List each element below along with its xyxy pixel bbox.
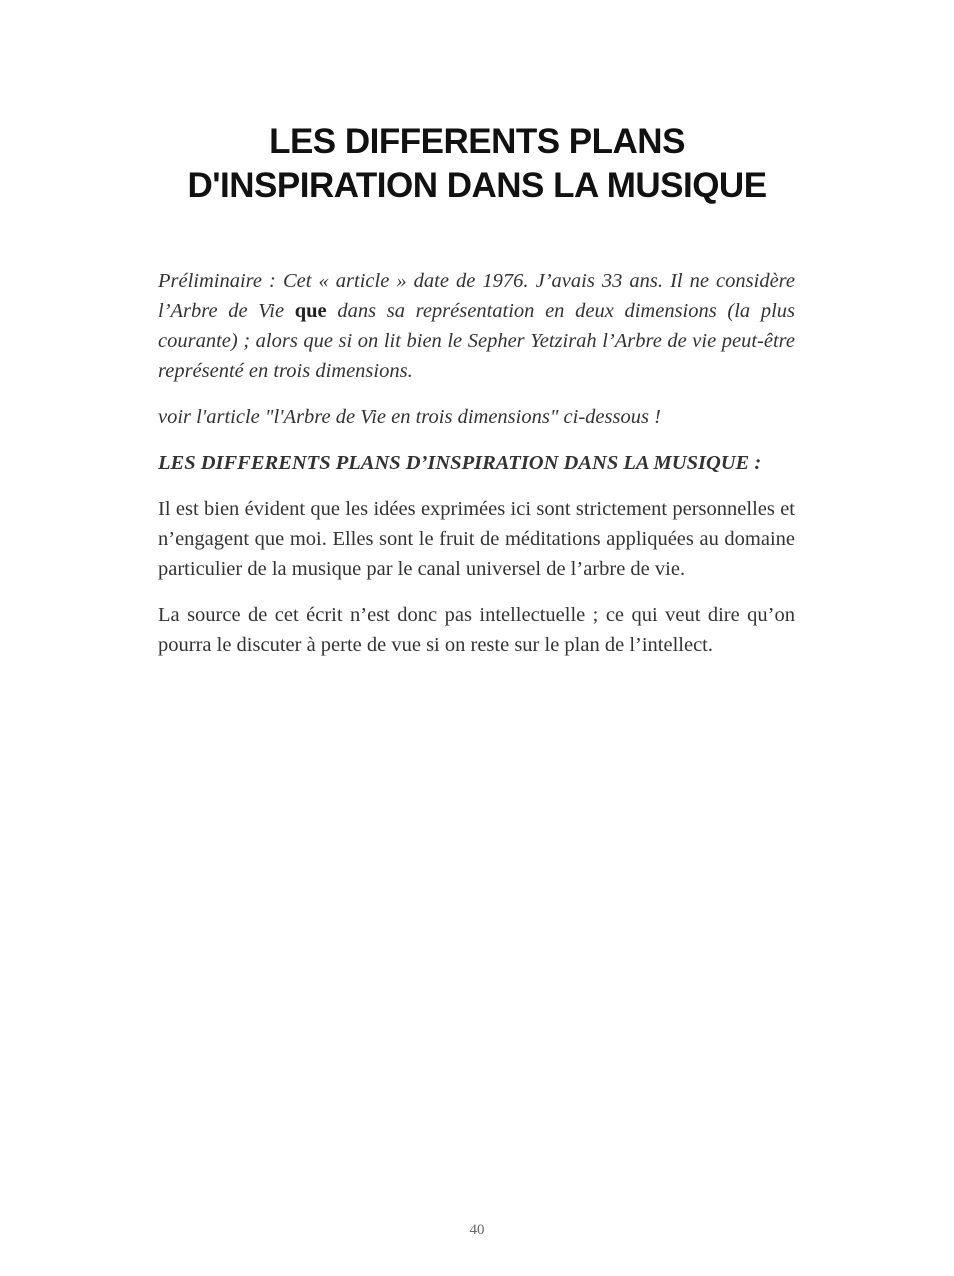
preface-text-start: Préliminaire : Cet « article » date de 1976. J’avais 33 ans. Il ne considère l’Arbre de Vie [158,270,795,322]
section-heading: LES DIFFERENTS PLANS D’INSPIRATION DANS LA MUSIQUE : [158,452,762,474]
title-line-2: D'INSPIRATION DANS LA MUSIQUE [187,166,767,205]
body-paragraph-1: Il est bien évident que les idées exprimées ici sont strictement personnelles et n’engagent que moi. Elles sont le fruit de méditations appliquées au domaine particulier de la musique par le canal universel de l’arbre de vie. [158,498,795,580]
preface-emphasis: que [294,300,327,322]
preface-text-end: dans sa représentation en deux dimensions (la plus courante) ; alors que si on lit bien le Sepher Yetzirah l’Arbre de vie peut-être représenté en trois dimensions. [158,300,796,382]
document-body [158,266,795,676]
page-number: 40 [469,1222,485,1238]
preface-paragraph [158,266,795,386]
title-line-1: LES DIFFERENTS PLANS [269,122,685,161]
see-also-note: voir l'article "l'Arbre de Vie en trois dimensions" ci-dessous ! [158,406,661,428]
body-paragraph-2: La source de cet écrit n’est donc pas intellectuelle ; ce qui veut dire qu’on pourra le discuter à perte de vue si on reste sur le plan de l’intellect. [158,604,795,656]
page-title [100,120,854,208]
